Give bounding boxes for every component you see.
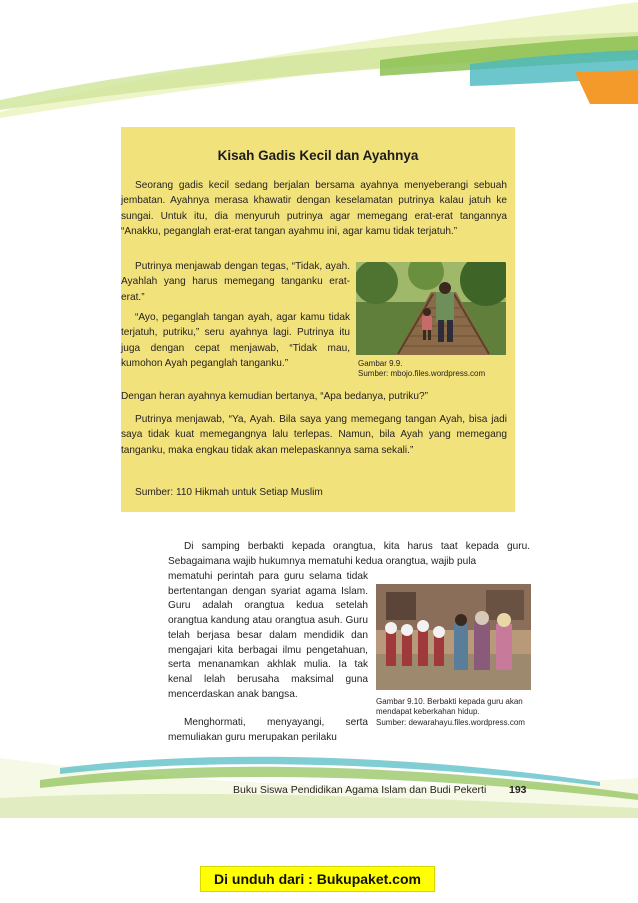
bottom-wave-decoration xyxy=(0,738,638,818)
body-paragraph-1-continued: mematuhi perintah para guru selama tidak bertentangan dengan syariat agama Islam. Guru adalah orangtua kedua setelah orangtua kandung atau orangtua asuh. Guru telah berjasa besar dalam mendidik dan mengajari kita berbagai ilmu pengetahuan, serta menanamkan akhlak mulia. Ia tak kenal lelah berusaha maksimal guna mencerdaskan anak bangsa. xyxy=(168,571,368,700)
figure-9-9-caption: Gambar 9.9. xyxy=(358,359,403,368)
body-paragraph-1: Di samping berbakti kepada orangtua, kita harus taat kepada guru. Sebagaimana wajib hukumnya mematuhi kedua orangtua, wajib pula xyxy=(168,541,530,567)
download-watermark[interactable]: Di unduh dari : Bukupaket.com xyxy=(200,866,435,892)
story-paragraph-2: Putrinya menjawab dengan tegas, “Tidak, ayah. Ayahlah yang harus memegang tanganku erat-erat.” xyxy=(121,261,350,303)
body-paragraph-2: Menghormati, menyayangi, serta memuliakan guru merupakan perilaku xyxy=(168,717,368,743)
story-paragraph-5: Putrinya menjawab, “Ya, Ayah. Bila saya yang memegang tangan Ayah, bisa jadi saya tidak kuat memegangnya lalu terlepas. Namun, bila Ayah yang memegang tanganku, maka engkau tidak akan melepaskannya sama sekali.” xyxy=(121,414,507,456)
figure-9-9-source: Sumber: mbojo.files.wordpress.com xyxy=(358,369,486,378)
page-number: 193 xyxy=(509,784,527,796)
story-title: Kisah Gadis Kecil dan Ayahnya xyxy=(217,148,419,163)
figure-students-photo xyxy=(376,584,531,690)
figure-bridge-photo xyxy=(356,262,506,355)
story-source: Sumber: 110 Hikmah untuk Setiap Muslim xyxy=(135,487,323,498)
footer-book-title: Buku Siswa Pendidikan Agama Islam dan Budi Pekerti xyxy=(233,784,487,796)
top-wave-decoration xyxy=(0,0,638,120)
story-paragraph-1: Seorang gadis kecil sedang berjalan bersama ayahnya menyeberangi sebuah jembatan. Ayahnya merasa khawatir dengan keselamatan putrinya kalau jatuh ke sungai. Untuk itu, dia menyuruh putrinya agar memegang erat-erat tangannya “Anakku, peganglah erat-erat tangan ayahmu ini, agar kamu tidak terjatuh.” xyxy=(121,180,507,238)
figure-9-10-source: Sumber: dewarahayu.files.wordpress.com xyxy=(376,718,525,727)
figure-9-10-caption: Gambar 9.10. Berbakti kepada guru akan mendapat keberkahan hidup. xyxy=(376,697,523,716)
story-paragraph-3: “Ayo, peganglah tangan ayah, agar kamu tidak terjatuh, putriku,” seru ayahnya lagi. Putrinya itu juga dengan cepat menjawab, “Tidak mau, kumohon Ayah peganglah tanganku.” xyxy=(121,312,350,370)
story-paragraph-4: Dengan heran ayahnya kemudian bertanya, “Apa bedanya, putriku?” xyxy=(121,391,428,402)
